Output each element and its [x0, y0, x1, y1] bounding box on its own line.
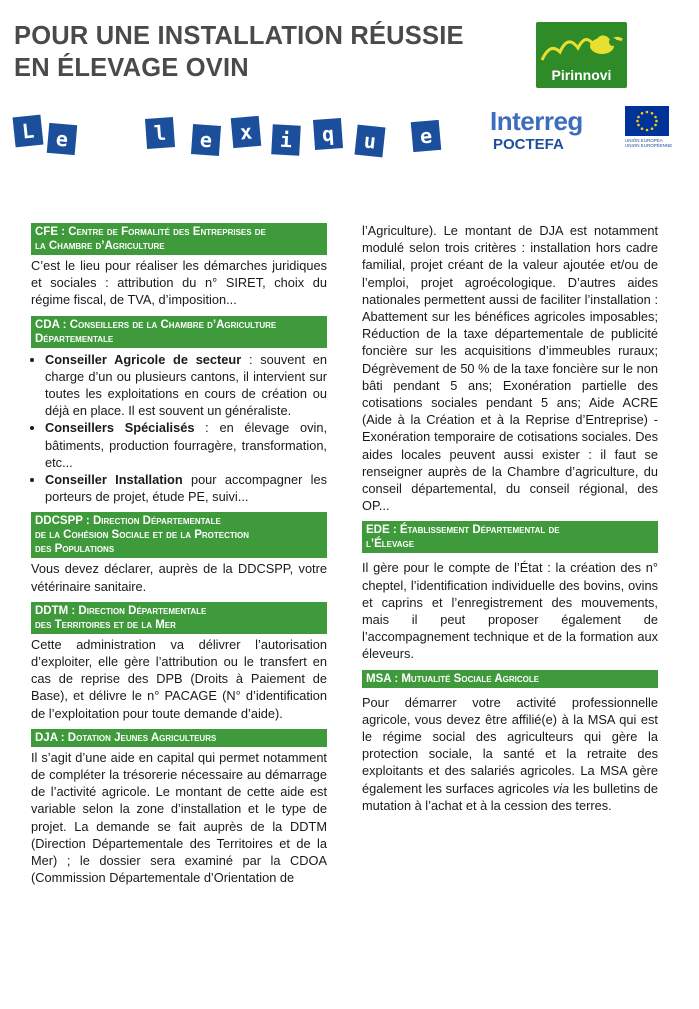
lexique-tile: i: [271, 124, 301, 155]
section-header-cda: CDA : Conseillers de la Chambre d’Agriculture Départementale: [31, 316, 327, 348]
title-line-1: POUR UNE INSTALLATION RÉUSSIE: [14, 22, 464, 50]
lexique-tile: e: [191, 124, 221, 156]
lexique-tile: l: [145, 117, 175, 149]
right-column: [362, 222, 658, 814]
section-header-ddtm: DDTM : Direction Départementale des Territoires et de la Mer: [31, 602, 327, 634]
interreg-program: POCTEFA: [493, 136, 564, 153]
sheep-icon: [536, 22, 627, 68]
section-text-cfe: C’est le lieu pour réaliser les démarches juridiques et sociales : attribution du n° SIRET, choix du régime fiscal, de TVA, d’imposition...: [31, 258, 327, 308]
section-text-ede: Il gère pour le compte de l’État : la création des n° cheptel, l’identification individuelle des bovins, ovins et caprins et l’enregistrement des mouvements, mais il peut proposer également de l’accompagnement technique et de la formation aux éleveurs.: [362, 560, 658, 662]
lexique-tile: e: [411, 120, 442, 152]
lexique-tile: L: [13, 115, 44, 148]
section-header-ede: EDE : Établissement Départemental de l’Élevage: [362, 521, 658, 553]
interreg-word: Interreg: [490, 106, 583, 136]
section-header-ddcspp: DDCSPP : Direction Départementale de la Cohésion Sociale et de la Protection des Populations: [31, 512, 327, 558]
section-header-msa: MSA : Mutualité Sociale Agricole: [362, 670, 658, 688]
cda-list: [31, 351, 327, 506]
list-item: • Conseiller Agricole de secteur : souvent en charge d’un ou plusieurs cantons, il intervient sur toutes les exploitations en cours de création ou déjà en place. Il est souvent un généraliste.: [45, 351, 327, 420]
section-header-dja: DJA : Dotation Jeunes Agriculteurs: [31, 729, 327, 747]
eu-flag-icon: [625, 106, 669, 136]
interreg-logo: [490, 106, 690, 156]
section-header-cfe: CFE : Centre de Formalité des Entreprises de la Chambre d’Agriculture: [31, 223, 327, 255]
section-text-ddtm: Cette administration va délivrer l’autorisation d’exploiter, elle gère l’attribution ou le transfert en cas de reprise des DPB (Droits à Paiement de Base), et délivre le n° PACAGE (N° d’identification de l’exploitation pour toute demande d’aide).: [31, 636, 327, 721]
section-text-msa: Pour démarrer votre activité professionnelle agricole, vous devez être affilié(e) à la MSA qui est le régime social des agriculteurs qui gère la protection sociale, la santé et la retraite des exploitants et des salariés agricoles. La MSA gère également les surfaces agricoles via les bulletins de mutation à l’achat et à la cession des terres.: [362, 694, 658, 813]
title-line-2: EN ÉLEVAGE OVIN: [14, 54, 249, 82]
eu-label: UNIÓN EUROPEA UNION EUROPÉENNE: [625, 138, 673, 148]
lexique-tile: e: [47, 123, 78, 155]
list-item: • Conseiller Installation pour accompagner les porteurs de projet, étude PE, suivi...: [45, 471, 327, 505]
pirinnovi-logo: [536, 22, 627, 88]
section-text-ddcspp: Vous devez déclarer, auprès de la DDCSPP, votre vétérinaire sanitaire.: [31, 561, 327, 594]
section-text-dja-continued: l’Agriculture). Le montant de DJA est notamment modulé selon trois critères : installation hors cadre familial, projet créant de la valeur ajoutée et/ou de l’emploi, projet agroécologique. D’autres aides nationales permettent aussi de faciliter l’installation : Abattement sur les bénéfices agricoles imposables; Réduction de la taxe départementale de publicité foncière sur les acquisitions d’immeubles ruraux; Dégrèvement de 50 % de la taxe foncière sur le non bâti pendant 5 ans; Exonération partielle des cotisations sociales pendant 5 ans; Aide ACRE (Aide à la Création et à la Reprise d’Entreprise) - Exonération temporaire de cotisations sociales. Des aides locales peuvent aussi exister : il faut se renseigner auprès de la Chambre d’agriculture, du conseil départemental, du conseil régional, des OP...: [362, 223, 658, 514]
page-title: [14, 20, 484, 84]
left-column: [31, 223, 327, 886]
pirinnovi-label: Pirinnovi: [551, 67, 612, 83]
list-item: • Conseillers Spécialisés : en élevage ovin, bâtiments, production fourragère, transformation, etc...: [45, 419, 327, 471]
lexique-tile: q: [313, 118, 343, 150]
lexique-tile: u: [355, 125, 386, 158]
lexique-tile: x: [231, 116, 262, 148]
section-text-dja: Il s’agit d’une aide en capital qui permet notamment de compléter la trésorerie nécessaire au démarrage de l’activité agricole. Le montant de cette aide est variable selon la zone d’installation et le type de projet. La demande se fait auprès de la DDTM (Direction Départementale des Territoires et de la Mer) ; le dossier sera examiné par la CDOA (Commission Départementale d’Orientation de: [31, 749, 327, 886]
